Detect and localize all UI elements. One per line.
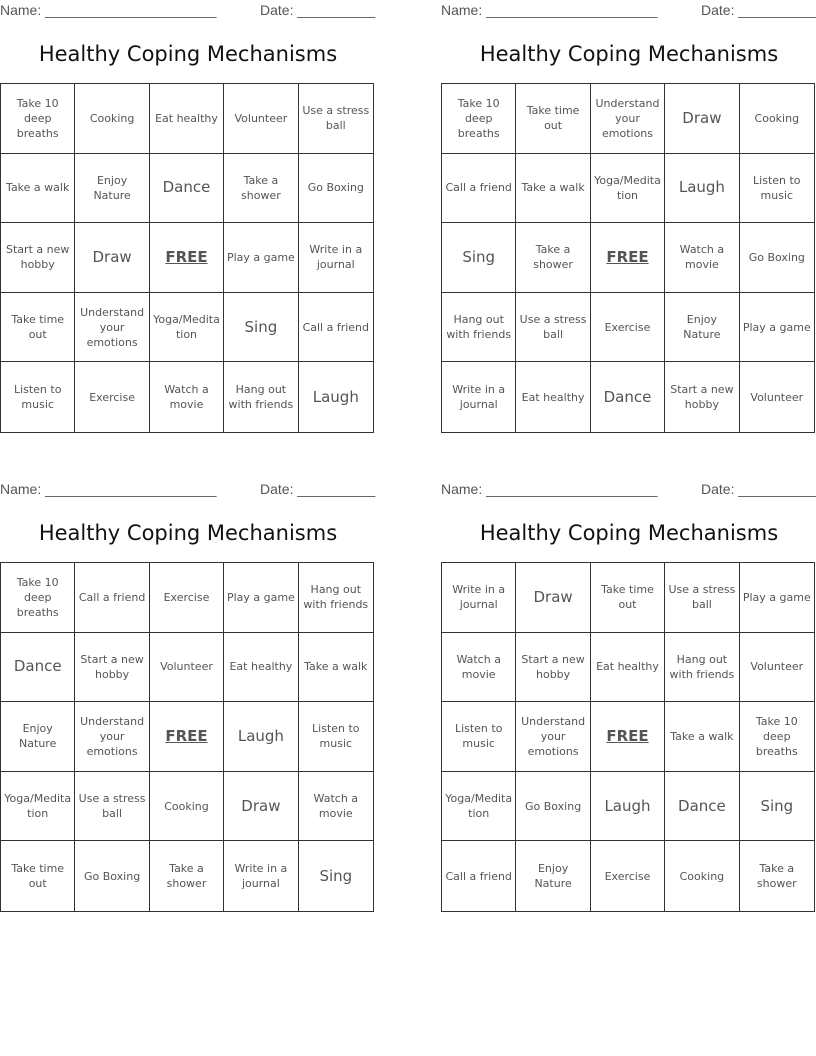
bingo-cell: Go Boxing <box>299 154 373 224</box>
bingo-cell: Cooking <box>740 84 814 154</box>
bingo-cell: Listen to music <box>1 362 75 432</box>
bingo-cell: Hang out with friends <box>224 362 298 432</box>
bingo-cell: Hang out with friends <box>299 563 373 633</box>
bingo-cell: Take 10 deep breaths <box>1 563 75 633</box>
bingo-cell: Sing <box>740 772 814 842</box>
bingo-cell: Listen to music <box>442 702 516 772</box>
bingo-cell: Exercise <box>591 293 665 363</box>
bingo-cell: Write in a journal <box>442 362 516 432</box>
bingo-cell: Use a stress ball <box>75 772 149 842</box>
bingo-cell: Sing <box>224 293 298 363</box>
bingo-cell: Play a game <box>740 563 814 633</box>
bingo-cell: Hang out with friends <box>665 633 739 703</box>
bingo-grid <box>441 562 815 912</box>
free-space-cell: FREE <box>591 223 665 293</box>
date-field-label: Date: __________ <box>260 2 376 18</box>
bingo-cell: Draw <box>516 563 590 633</box>
bingo-cell: Go Boxing <box>740 223 814 293</box>
name-date-row <box>441 481 816 499</box>
bingo-cell: Play a game <box>740 293 814 363</box>
bingo-cell: Take a shower <box>224 154 298 224</box>
bingo-cell: Call a friend <box>75 563 149 633</box>
bingo-cell: Understand your emotions <box>75 293 149 363</box>
bingo-cell: Enjoy Nature <box>516 841 590 911</box>
date-field-label: Date: __________ <box>701 481 816 497</box>
bingo-cell: Yoga/Meditation <box>1 772 75 842</box>
bingo-cell: Start a new hobby <box>665 362 739 432</box>
bingo-cell: Take a shower <box>150 841 224 911</box>
bingo-cell: Call a friend <box>442 841 516 911</box>
bingo-grid <box>0 83 374 433</box>
bingo-cell: Volunteer <box>740 633 814 703</box>
bingo-cell: Dance <box>1 633 75 703</box>
bingo-cell: Yoga/Meditation <box>591 154 665 224</box>
date-field-label: Date: __________ <box>260 481 376 497</box>
bingo-cell: Take time out <box>516 84 590 154</box>
bingo-cell: Write in a journal <box>442 563 516 633</box>
bingo-cell: Volunteer <box>150 633 224 703</box>
bingo-cell: Start a new hobby <box>1 223 75 293</box>
bingo-cell: Use a stress ball <box>299 84 373 154</box>
bingo-cell: Sing <box>442 223 516 293</box>
bingo-cell: Write in a journal <box>299 223 373 293</box>
bingo-cell: Use a stress ball <box>516 293 590 363</box>
bingo-cell: Take a shower <box>756 862 797 891</box>
name-field-label: Name: ______________________ <box>0 2 217 18</box>
bingo-cell: Use a stress ball <box>665 563 739 633</box>
free-space-cell: FREE <box>591 702 665 772</box>
bingo-cell: Laugh <box>312 387 359 406</box>
bingo-cell: Take a walk <box>1 154 75 224</box>
bingo-cell: Exercise <box>75 362 149 432</box>
bingo-cell: Enjoy Nature <box>665 293 739 363</box>
bingo-cell: Eat healthy <box>516 362 590 432</box>
bingo-cell: Take a walk <box>665 702 739 772</box>
bingo-cell: Write in a journal <box>224 841 298 911</box>
bingo-cell: Enjoy Nature <box>75 154 149 224</box>
bingo-cell: Play a game <box>224 563 298 633</box>
bingo-cell: Watch a movie <box>665 223 739 293</box>
bingo-cell: Play a game <box>224 223 298 293</box>
bingo-cell: Laugh <box>224 702 298 772</box>
bingo-cell: Hang out with friends <box>442 293 516 363</box>
bingo-cell: Exercise <box>150 563 224 633</box>
bingo-cell: Take a walk <box>299 633 373 703</box>
bingo-cell: Yoga/Meditation <box>150 293 224 363</box>
bingo-cell: Understand your emotions <box>516 702 590 772</box>
name-field-label: Name: ______________________ <box>441 481 658 497</box>
bingo-cell: Cooking <box>75 84 149 154</box>
bingo-cell: Take time out <box>591 563 665 633</box>
free-space-cell: FREE <box>150 223 224 293</box>
bingo-cell: Exercise <box>591 841 665 911</box>
bingo-cell: Watch a movie <box>299 772 373 842</box>
bingo-cell: Dance <box>665 772 739 842</box>
bingo-cell: Sing <box>319 866 353 885</box>
name-date-row <box>441 2 816 20</box>
card-title: Healthy Coping Mechanisms <box>38 521 338 545</box>
bingo-cell: Listen to music <box>740 154 814 224</box>
name-field-label: Name: ______________________ <box>441 2 658 18</box>
bingo-grid <box>0 562 374 912</box>
bingo-cell: Call a friend <box>442 154 516 224</box>
bingo-cell: Understand your emotions <box>591 84 665 154</box>
bingo-card <box>0 479 376 919</box>
bingo-cell: Dance <box>150 154 224 224</box>
bingo-cell: Watch a movie <box>150 362 224 432</box>
bingo-cell: Take 10 deep breaths <box>740 702 814 772</box>
bingo-card <box>441 0 816 440</box>
bingo-cell: Go Boxing <box>75 841 149 911</box>
free-space-cell: FREE <box>150 702 224 772</box>
bingo-cell: Yoga/Meditation <box>442 772 516 842</box>
bingo-cell: Cooking <box>665 841 739 911</box>
bingo-cell: Draw <box>665 84 739 154</box>
bingo-cell: Draw <box>224 772 298 842</box>
bingo-cell: Take 10 deep breaths <box>1 84 75 154</box>
name-date-row <box>0 2 376 20</box>
bingo-cell: Start a new hobby <box>516 633 590 703</box>
bingo-cell: Go Boxing <box>516 772 590 842</box>
card-title: Healthy Coping Mechanisms <box>479 42 779 66</box>
bingo-cell: Listen to music <box>299 702 373 772</box>
name-field-label: Name: ______________________ <box>0 481 217 497</box>
bingo-cell: Volunteer <box>750 390 804 404</box>
card-title: Healthy Coping Mechanisms <box>479 521 779 545</box>
bingo-cell: Dance <box>591 362 665 432</box>
bingo-cell: Take time out <box>1 293 75 363</box>
bingo-cell: Draw <box>75 223 149 293</box>
bingo-cell: Enjoy Nature <box>1 702 75 772</box>
bingo-cell: Take time out <box>1 841 75 911</box>
bingo-cell: Volunteer <box>224 84 298 154</box>
card-title: Healthy Coping Mechanisms <box>38 42 338 66</box>
bingo-cell: Laugh <box>591 772 665 842</box>
bingo-cell: Watch a movie <box>442 633 516 703</box>
bingo-cell: Cooking <box>150 772 224 842</box>
bingo-cell: Eat healthy <box>150 84 224 154</box>
bingo-cell: Laugh <box>665 154 739 224</box>
bingo-card <box>0 0 376 440</box>
bingo-cell: Take a walk <box>516 154 590 224</box>
date-field-label: Date: __________ <box>701 2 816 18</box>
bingo-cell: Take a shower <box>516 223 590 293</box>
bingo-cell: Understand your emotions <box>75 702 149 772</box>
bingo-cell: Eat healthy <box>591 633 665 703</box>
bingo-grid <box>441 83 815 433</box>
bingo-cell: Eat healthy <box>224 633 298 703</box>
bingo-cell: Take 10 deep breaths <box>442 84 516 154</box>
bingo-cell: Start a new hobby <box>75 633 149 703</box>
bingo-cell: Call a friend <box>299 293 373 363</box>
bingo-card <box>441 479 816 919</box>
name-date-row <box>0 481 376 499</box>
